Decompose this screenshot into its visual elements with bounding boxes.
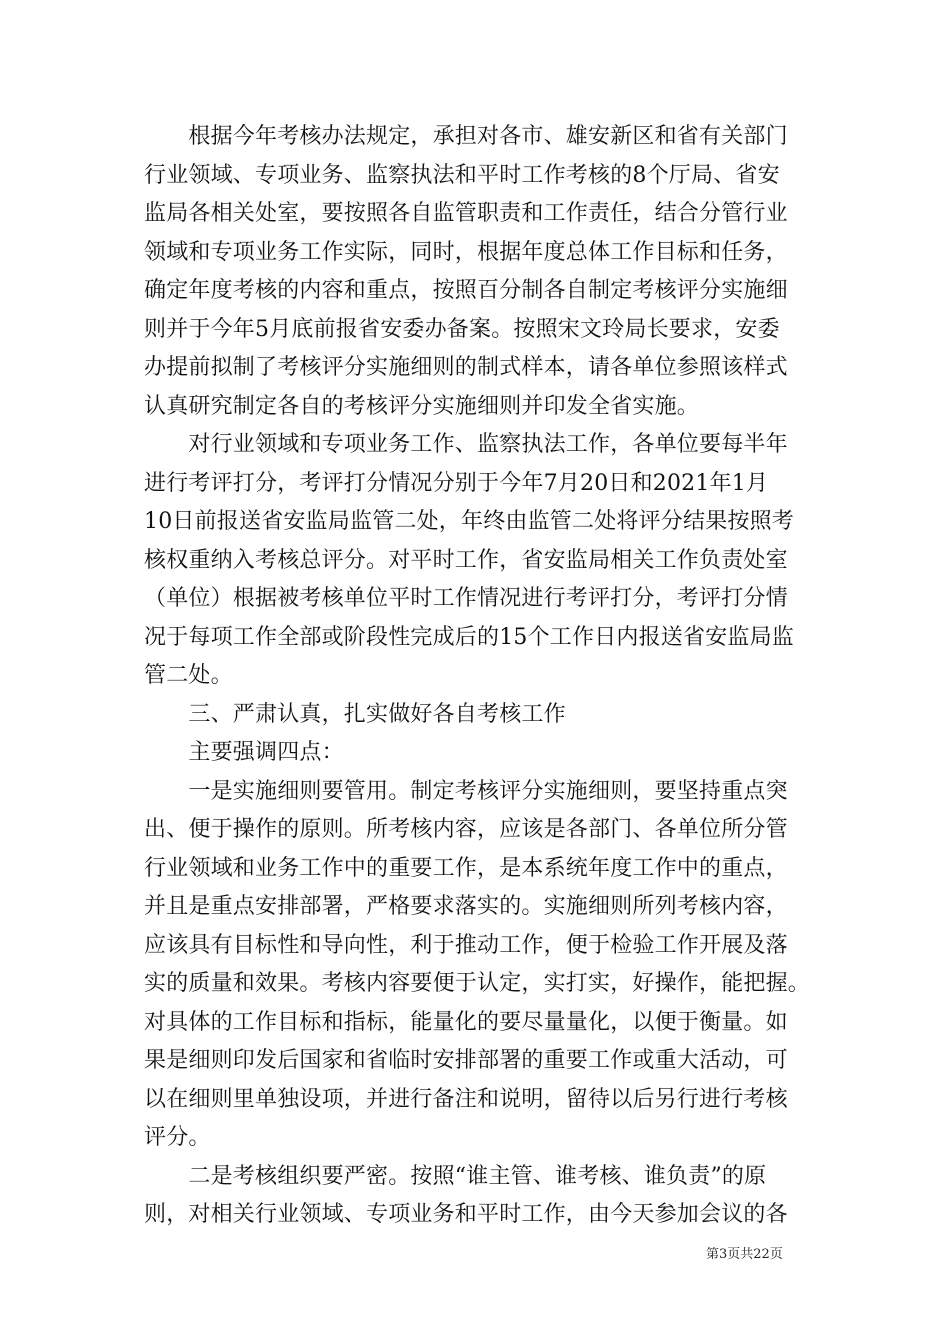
text-line: 对行业领域和专项业务工作、监察执法工作，各单位要每半年 bbox=[144, 432, 788, 457]
text-line: 应该具有目标性和导向性，利于推动工作，便于检验工作开展及落 bbox=[144, 932, 788, 958]
text-line: 出、便于操作的原则。所考核内容，应该是各部门、各单位所分管 bbox=[144, 817, 788, 842]
text-line: 并且是重点安排部署，严格要求落实的。实施细则所列考核内容， bbox=[144, 894, 788, 919]
text-line: 确定年度考核的内容和重点，按照百分制各自制定考核评分实施细 bbox=[144, 278, 788, 303]
text-line: 实的质量和效果。考核内容要便于认定，实打实，好操作，能把握。 bbox=[144, 971, 811, 996]
text-line: 行业领域和业务工作中的重要工作，是本系统年度工作中的重点， bbox=[144, 855, 788, 881]
text-line: 主要强调四点： bbox=[144, 740, 344, 765]
text-line: 以在细则里单独设项，并进行备注和说明，留待以后另行进行考核 bbox=[144, 1086, 788, 1112]
document-body bbox=[144, 118, 834, 1235]
section-heading: 三、严肃认真，扎实做好各自考核工作 bbox=[144, 701, 566, 727]
text-line: 10日前报送省安监局监管二处，年终由监管二处将评分结果按照考 bbox=[144, 509, 794, 534]
text-line: 况于每项工作全部或阶段性完成后的15个工作日内报送省安监局监 bbox=[144, 624, 794, 650]
text-line: 一是实施细则要管用。制定考核评分实施细则，要坚持重点突 bbox=[144, 778, 788, 804]
text-line: 认真研究制定各自的考核评分实施细则并印发全省实施。 bbox=[144, 393, 700, 419]
text-line: 进行考评打分，考评打分情况分别于今年7月20日和2021年1月 bbox=[144, 470, 769, 496]
text-line: 行业领域、专项业务、监察执法和平时工作考核的8个厅局、省安 bbox=[144, 162, 780, 188]
text-line: 办提前拟制了考核评分实施细则的制式样本，请各单位参照该样式 bbox=[144, 355, 788, 380]
text-line: 监局各相关处室，要按照各自监管职责和工作责任，结合分管行业 bbox=[144, 201, 788, 226]
text-line: 领域和专项业务工作实际，同时，根据年度总体工作目标和任务， bbox=[144, 239, 788, 265]
text-line: 则，对相关行业领域、专项业务和平时工作，由今天参加会议的各 bbox=[144, 1202, 788, 1227]
text-line: 对具体的工作目标和指标，能量化的要尽量量化，以便于衡量。如 bbox=[144, 1009, 788, 1035]
text-line: （单位）根据被考核单位平时工作情况进行考评打分，考评打分情 bbox=[144, 586, 788, 611]
text-line: 核权重纳入考核总评分。对平时工作，省安监局相关工作负责处室 bbox=[144, 547, 788, 573]
text-line: 果是细则印发后国家和省临时安排部署的重要工作或重大活动，可 bbox=[144, 1048, 788, 1073]
page-number-footer: 第3页共22页 bbox=[706, 1247, 783, 1262]
text-line: 则并于今年5月底前报省安委办备案。按照宋文玲局长要求，安委 bbox=[144, 316, 780, 342]
text-line: 管二处。 bbox=[144, 663, 233, 688]
text-line: 根据今年考核办法规定，承担对各市、雄安新区和省有关部门 bbox=[144, 124, 788, 149]
text-line: 二是考核组织要严密。按照“谁主管、谁考核、谁负责”的原 bbox=[144, 1163, 767, 1189]
text-line: 评分。 bbox=[144, 1125, 211, 1150]
